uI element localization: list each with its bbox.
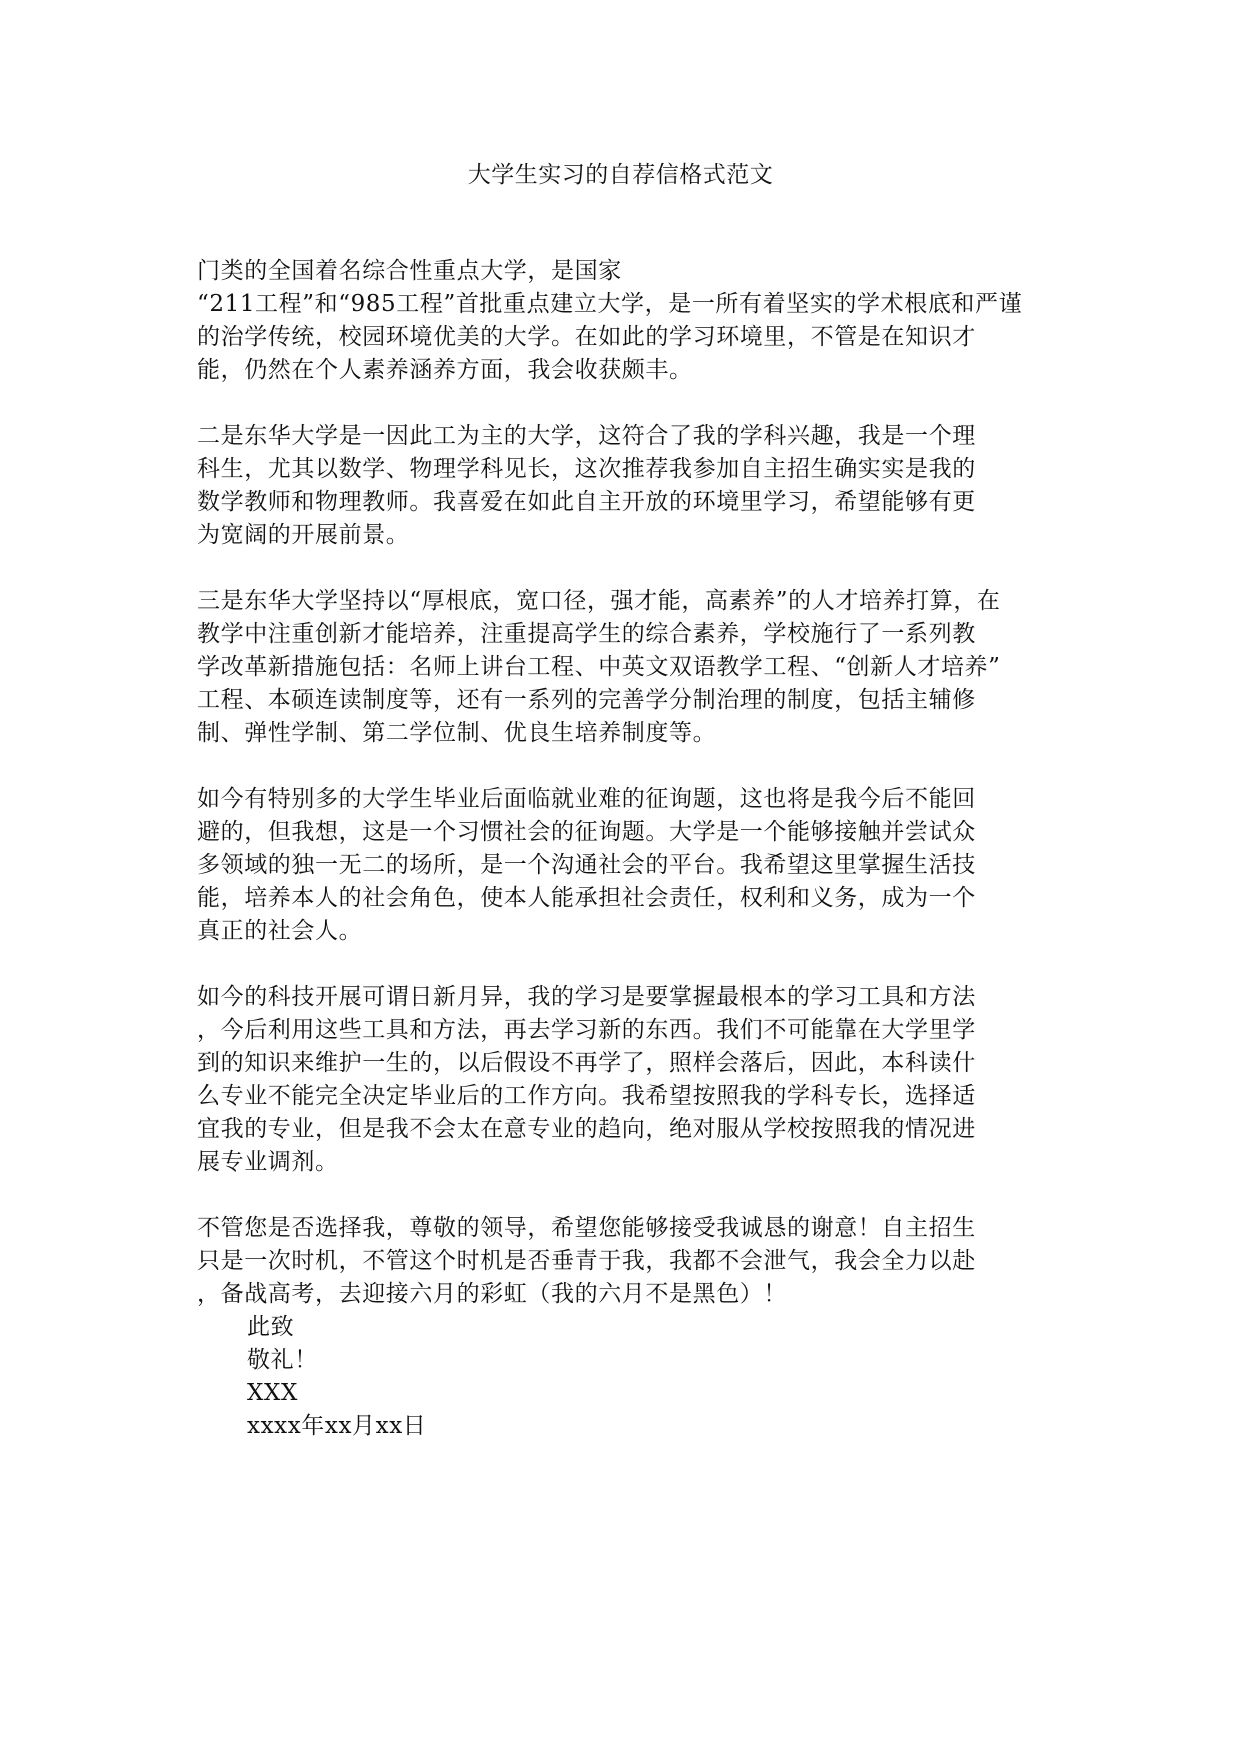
paragraph-line: 为宽阔的开展前景。: [197, 522, 410, 548]
paragraph-line: 的治学传统，校园环境优美的大学。在如此的学习环境里，不管是在知识才: [197, 324, 976, 350]
paragraph-line: 只是一次时机，不管这个时机是否垂青于我，我都不会泄气，我会全力以赴: [197, 1248, 976, 1274]
paragraph-line: 二是东华大学是一因此工为主的大学，这符合了我的学科兴趣，我是一个理: [197, 423, 976, 449]
paragraph-line: 避的，但我想，这是一个习惯社会的征询题。大学是一个能够接触并尝试众: [197, 819, 976, 845]
paragraph-line: 门类的全国着名综合性重点大学，是国家: [197, 258, 622, 284]
paragraph-line: 学改革新措施包括：名师上讲台工程、中英文双语教学工程、“创新人才培养”: [197, 654, 1001, 680]
paragraph-line: 数学教师和物理教师。我喜爱在如此自主开放的环境里学习，希望能够有更: [197, 489, 976, 515]
closing-salutation: 此致: [247, 1314, 295, 1340]
paragraph-line: 能，培养本人的社会角色，使本人能承担社会责任，权利和义务，成为一个: [197, 885, 976, 911]
paragraph-line: “211工程”和“985工程”首批重点建立大学，是一所有着坚实的学术根底和严谨: [197, 291, 1023, 317]
paragraph-line: 到的知识来维护一生的，以后假设不再学了，照样会落后，因此，本科读什: [197, 1050, 976, 1076]
paragraph-line: 不管您是否选择我，尊敬的领导，希望您能够接受我诚恳的谢意！自主招生: [197, 1215, 976, 1241]
paragraph-line: ，今后利用这些工具和方法，再去学习新的东西。我们不可能靠在大学里学: [197, 1017, 976, 1043]
signature-date: xxxx年xx月xx日: [247, 1413, 427, 1439]
paragraph-line: 如今有特别多的大学生毕业后面临就业难的征询题，这也将是我今后不能回: [197, 786, 976, 812]
paragraph-line: 么专业不能完全决定毕业后的工作方向。我希望按照我的学科专长，选择适: [197, 1083, 976, 1109]
paragraph-line: 多领域的独一无二的场所，是一个沟通社会的平台。我希望这里掌握生活技: [197, 852, 976, 878]
paragraph-line: 工程、本硕连读制度等，还有一系列的完善学分制治理的制度，包括主辅修: [197, 687, 976, 713]
paragraph-line: 真正的社会人。: [197, 918, 363, 944]
letter-closing: [197, 1311, 1042, 1443]
paragraph-line: ，备战高考，去迎接六月的彩虹（我的六月不是黑色）！: [197, 1281, 787, 1307]
paragraph-line: 如今的科技开展可谓日新月异，我的学习是要掌握最根本的学习工具和方法: [197, 984, 976, 1010]
paragraph-line: 科生，尤其以数学、物理学科见长，这次推荐我参加自主招生确实实是我的: [197, 456, 976, 482]
paragraph-line: 能，仍然在个人素养涵养方面，我会收获颇丰。: [197, 357, 693, 383]
paragraph-line: 展专业调剂。: [197, 1149, 339, 1175]
paragraph-1: [197, 255, 1042, 387]
document-body: [197, 255, 1042, 1443]
paragraph-line: 三是东华大学坚持以“厚根底，宽口径，强才能，高素养”的人才培养打算，在: [197, 588, 1001, 614]
closing-regards: 敬礼！: [247, 1347, 318, 1373]
paragraph-6: [197, 1212, 1042, 1311]
paragraph-2: [197, 420, 1042, 552]
paragraph-5: [197, 981, 1042, 1179]
paragraph-line: 教学中注重创新才能培养，注重提高学生的综合素养，学校施行了一系列教: [197, 621, 976, 647]
paragraph-line: 制、弹性学制、第二学位制、优良生培养制度等。: [197, 720, 717, 746]
paragraph-3: [197, 585, 1042, 750]
document-title: 大学生实习的自荐信格式范文: [467, 162, 774, 188]
paragraph-4: [197, 783, 1042, 948]
signature-name: XXX: [247, 1380, 298, 1406]
paragraph-line: 宜我的专业，但是我不会太在意专业的趋向，绝对服从学校按照我的情况进: [197, 1116, 976, 1142]
